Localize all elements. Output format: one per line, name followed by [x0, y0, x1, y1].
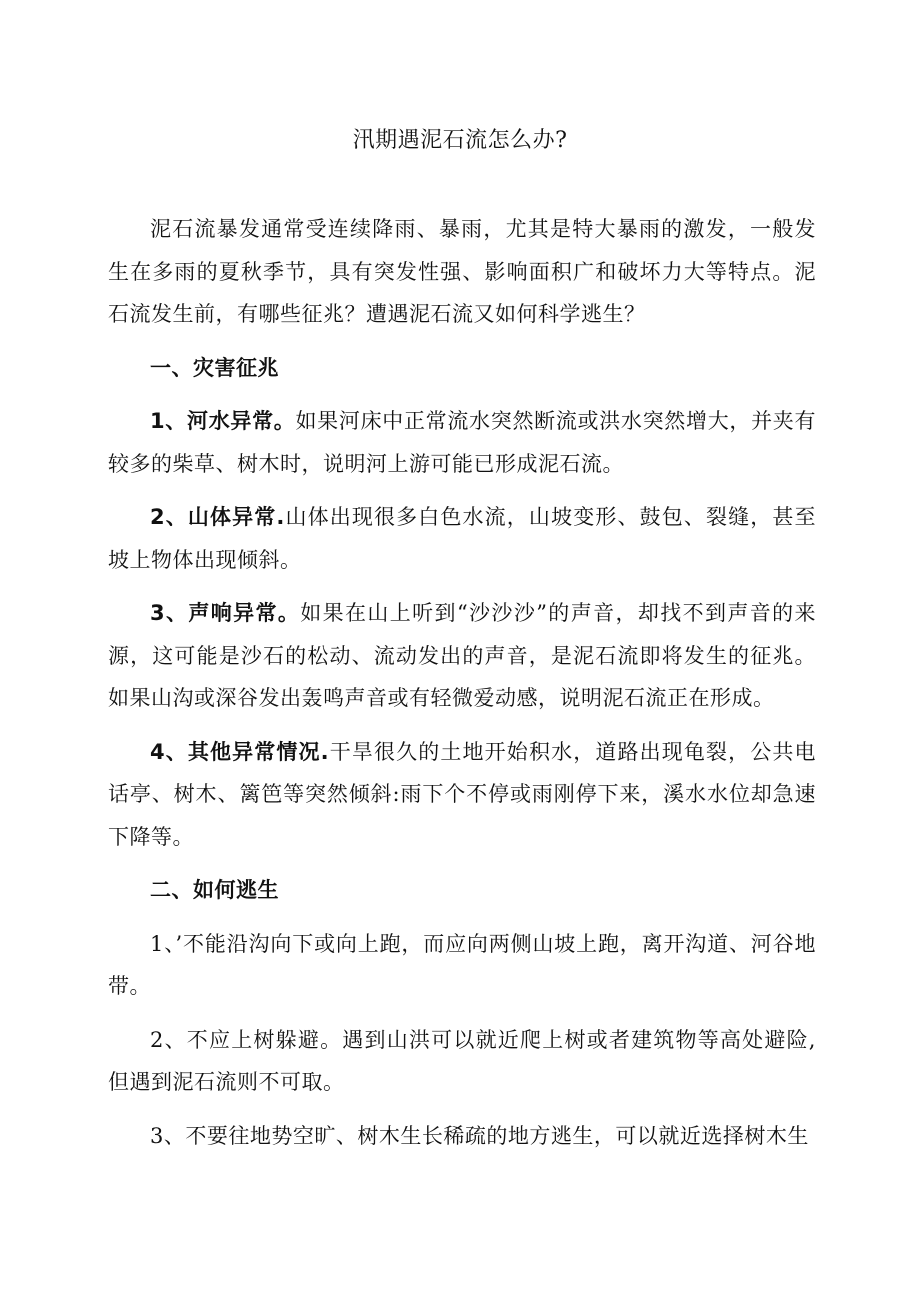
warning-item-text: 干旱很久的土地开始积水，道路出现龟裂，公共电话亭、树木、篱笆等突然倾斜:雨下个不停或雨刚停下来，溪水水位却急速下降等。 [108, 739, 817, 849]
section-heading-escape: 二、如何逃生 [150, 878, 279, 902]
warning-item-text: 山体出现很多白色水流，山坡变形、鼓包、裂缝，甚至坡上物体出现倾斜。 [108, 505, 816, 572]
section-heading-warning-signs: 一、灾害征兆 [150, 355, 279, 380]
document-title: 汛期遇泥石流怎么办? [352, 128, 568, 153]
warning-item-text: 如果河床中正常流水突然断流或洪水突然增大，并夹有较多的柴草、树木时，说明河上游可能已形成泥石流。 [108, 409, 816, 476]
escape-item: 2、不应上树躲避。遇到山洪可以就近爬上树或者建筑物等高处避险,但遇到泥石流则不可取。 [108, 1027, 816, 1094]
document-body [108, 208, 816, 1168]
warning-item-other [108, 731, 816, 859]
warning-item-sound [108, 592, 816, 720]
escape-item: 1、’不能沿沟向下或向上跑，而应向两侧山坡上跑，离开沟道、河谷地带。 [108, 931, 816, 998]
warning-item-lead: 2、山体异常. [150, 505, 285, 529]
warning-item-mountain [108, 496, 816, 581]
warning-item-lead: 4、其他异常情况. [150, 739, 330, 764]
warning-item-lead: 3、声响异常。 [150, 601, 301, 625]
warning-item-river [108, 400, 816, 485]
intro-paragraph: 泥石流暴发通常受连续降雨、暴雨，尤其是特大暴雨的激发，一般发生在多雨的夏秋季节，具有突发性强、影响面积广和破坏力大等特点。泥石流发生前，有哪些征兆？遭遇泥石流又如何科学逃生？ [108, 217, 816, 326]
escape-item: 3、不要往地势空旷、树木生长稀疏的地方逃生，可以就近选择树木生 [150, 1123, 809, 1148]
warning-item-lead: 1、河水异常。 [150, 409, 296, 433]
warning-item-text: 如果在山上听到“沙沙沙”的声音，却找不到声音的来源，这可能是沙石的松动、流动发出的声音，是泥石流即将发生的征兆。如果山沟或深谷发出轰鸣声音或有轻微爱动感，说明泥石流正在形成。 [108, 601, 816, 710]
